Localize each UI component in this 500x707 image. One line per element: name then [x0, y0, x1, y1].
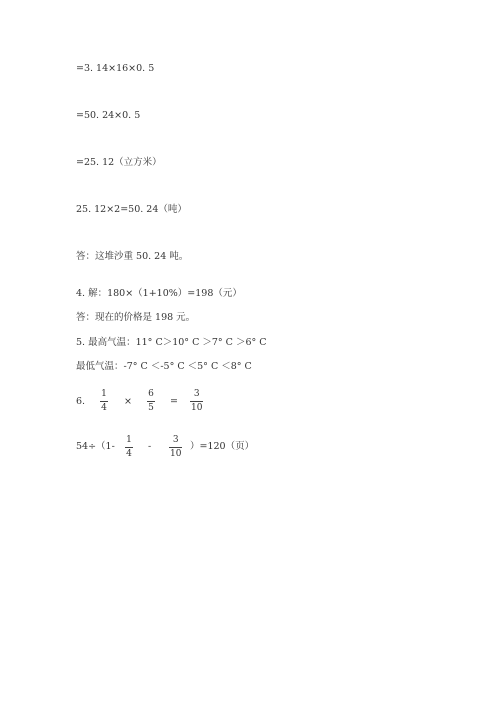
q6-fraction-3-numerator: 3	[193, 389, 200, 399]
answer-line-1: 答：这堆沙重 50. 24 吨。	[76, 251, 189, 262]
q6-fraction-3-denominator: 10	[191, 403, 203, 413]
q6-fraction-2-numerator: 6	[148, 389, 154, 399]
question-5-lowest-temp: 最低气温：-7° C ＜-5° C ＜5° C ＜8° C	[76, 361, 252, 372]
q6-times-sign: ×	[124, 396, 132, 407]
eq54-minus-sign: -	[148, 441, 152, 452]
eq54-prefix: 54÷（1-	[76, 441, 115, 452]
eq54-suffix: ）=120（页）	[190, 441, 255, 452]
fraction-bar	[147, 401, 155, 402]
q6-equals-sign: =	[170, 396, 178, 407]
eq54-fraction-1-numerator: 1	[126, 435, 132, 445]
question-6-label: 6.	[76, 396, 86, 407]
eq54-fraction-1-denominator: 4	[126, 449, 132, 459]
question-5-highest-temp: 5. 最高气温：11° C＞10° C ＞7° C ＞6° C	[76, 337, 267, 348]
fraction-bar	[125, 447, 133, 448]
q6-fraction-1	[100, 389, 108, 414]
calc-line-3: =25. 12（立方米）	[76, 157, 162, 168]
q6-fraction-1-denominator: 4	[101, 403, 107, 413]
answer-line-2: 答：现在的价格是 198 元。	[76, 312, 196, 323]
eq54-fraction-2-denominator: 10	[170, 449, 182, 459]
q6-fraction-3	[190, 389, 203, 414]
calc-line-4: 25. 12×2=50. 24（吨）	[76, 204, 187, 215]
q6-fraction-1-numerator: 1	[101, 389, 107, 399]
calc-line-1: =3. 14×16×0. 5	[76, 63, 155, 74]
calc-line-2: =50. 24×0. 5	[76, 110, 141, 121]
fraction-bar	[100, 401, 108, 402]
question-4-solution: 4. 解：180×（1+10%）=198（元）	[76, 288, 242, 299]
q6-fraction-2	[147, 389, 155, 414]
eq54-fraction-2	[169, 435, 182, 460]
fraction-bar	[169, 447, 182, 448]
q6-fraction-2-denominator: 5	[148, 403, 154, 413]
eq54-fraction-2-numerator: 3	[172, 435, 179, 445]
eq54-fraction-1	[125, 435, 133, 460]
fraction-bar	[190, 401, 203, 402]
